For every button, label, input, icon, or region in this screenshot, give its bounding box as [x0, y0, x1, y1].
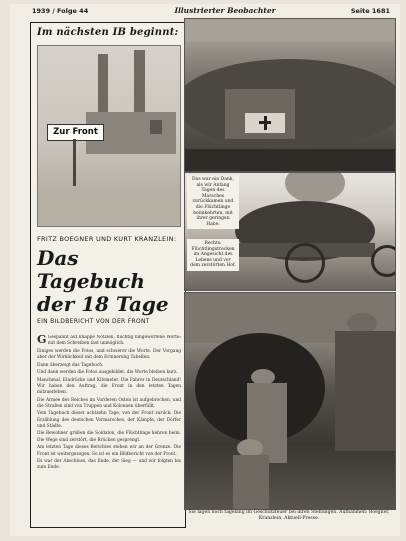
caption-left-top: Das war ein Dank, als wir Anfang Tagen des Marsches zurückkamen und die Flüchtlinge heimkehrten, mit ihrer geringen Habe.: [187, 175, 239, 229]
announcement-column: [30, 22, 186, 528]
body-paragraph: Dann überzeigt das Tagebuch.: [37, 362, 104, 368]
body-paragraph: Vom Tagebuch dieser achtzehn Tage, von der Front zurück: Die Erzählung des deutschen Vormarsches, der Kämpfe, der Dörfer und Städte.: [37, 411, 181, 429]
magazine-page: [10, 4, 400, 536]
title-line: Das Tagebuch: [37, 246, 145, 293]
body-paragraph: Am letzten Tage dieses Berichtes stehen wir an der Grenze. Die Front ist weitergezogen. So ist es ein Bildbericht von der Front.: [37, 445, 181, 457]
body-paragraph: G Gespannt auf knappe Notizen, flüchtig hingeworfene Worte: mit dem Schreiben fast unmöglich.: [37, 335, 181, 347]
cart-wheel: [371, 245, 396, 277]
page-number: Seite 1681: [350, 7, 390, 15]
soldier-helmet: [347, 313, 377, 333]
refugee-cart-photo: [184, 172, 396, 291]
trench-soldiers-photo: [184, 292, 396, 510]
street: [185, 149, 395, 171]
body-paragraph: Die Armee des Reiches im Vorderen Osten ist aufgebrochen, und die Straßen sind von Truppen und Kolonnen überfüllt.: [37, 397, 181, 409]
page-header: [10, 4, 400, 18]
ruin-window: [150, 120, 162, 134]
chimney-right: [134, 50, 145, 114]
tree: [285, 172, 345, 203]
issue-number: 1939 / Folge 44: [32, 7, 89, 15]
body-paragraph: Manchmal, Eindrücke und Kilometer. Die Fahrer in Deutschland! Wir haben den Auftrag, die Front in den letzten Tagen mitzuerleben.: [37, 377, 181, 396]
front-sign: Zur Front: [47, 124, 104, 141]
body-paragraph: Die Bewohner grüßen die Soldaten, die Flüchtlinge kehren heim. Die Wege sind zerstört, die Brücken gesprengt.: [37, 431, 181, 443]
station-roof: [185, 19, 395, 41]
body-paragraph: Es war der Abschluss, das Ende, der Sieg — und wir folgten bis zum Ende.: [37, 459, 181, 471]
crowd-vehicle-photo: [184, 18, 396, 172]
ruin-photo: [37, 45, 181, 227]
title-line: der 18 Tage: [37, 292, 169, 316]
article-subtitle: EIN BILDBERICHT VON DER FRONT: [37, 318, 150, 325]
cart-wheel: [285, 243, 325, 283]
cross-emblem: [245, 113, 285, 133]
article-title: [37, 247, 183, 316]
soldier-body: [335, 331, 395, 451]
article-authors: FRITZ BOEGNER UND KURT KRANZLEIN:: [37, 235, 177, 243]
soldier-body: [233, 455, 269, 509]
kicker-heading: Im nächsten IB beginnt:: [37, 27, 179, 38]
chimney-left: [98, 54, 108, 114]
bottom-caption: Sie lagen noch tagelang im Geschützfeuer bei ihren Stellungen. Aufnahmen: Boegner, Kranzlein, Aktuell-Presse.: [188, 510, 390, 521]
sign-post: [73, 139, 76, 189]
body-paragraph: Und dann werden die Fotos ausgebildet, die Worte bleiben kurz.: [37, 370, 178, 376]
body-paragraph: Einiges werden die Fotos, und schwerer die Worte. Der Vorgang aber der Wirklichkeit mit dem Erinnerung Tabellen.: [37, 348, 181, 361]
article-body: [37, 335, 181, 521]
caption-left-bottom: Rechts: Flüchtlingstrecken im Angesicht des Lebens und vor dem zerstörten Hof.: [187, 239, 239, 271]
magazine-title: Illustrierter Beobachter: [174, 6, 276, 15]
ground: [38, 186, 180, 226]
